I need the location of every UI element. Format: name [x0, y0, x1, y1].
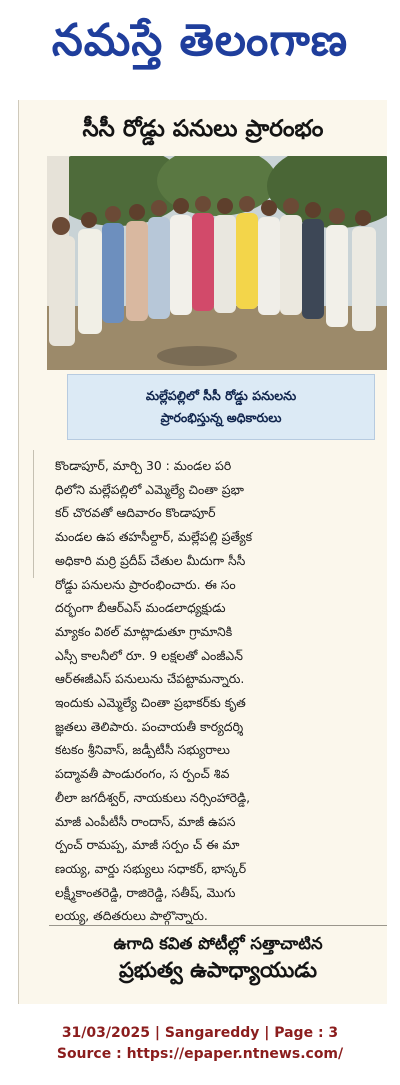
body-line: మండల ఉప తహసీల్దార్, మల్లేపల్లి ప్రత్యేక	[55, 529, 253, 545]
article-photo	[47, 156, 387, 370]
footer-source: Source : https://epaper.ntnews.com/	[56, 1046, 344, 1062]
body-line: మ్యాకం విఠల్ మాట్లాడుతూ గ్రామానికి	[55, 623, 233, 639]
caption-line: మల్లేపల్లిలో సీసీ రోడ్డు పనులను	[145, 388, 297, 403]
body-line: ఆర్ఈజీఎస్ పనులును చేపట్టామన్నారు.	[55, 671, 245, 687]
column-divider	[33, 450, 34, 578]
body-line: రోడ్డు పనులను ప్రారంభించారు. ఈ సం	[55, 576, 236, 592]
body-line: కొండాపూర్, మార్చి 30 : మండల పరి	[55, 458, 232, 473]
body-line: లక్ష్మీకాంతరెడ్డి, రాజిరెడ్డి, సతీష్, మొగు	[55, 884, 236, 900]
body-line: దర్భంగా బీఆర్ఎస్ మండలాధ్యక్షుడు	[55, 600, 226, 616]
body-line: లీలా జగదీశ్వర్, నాయకులు నర్సింహారెడ్డి,	[55, 789, 251, 805]
body-line: ఇందుకు ఎమ్మెల్యే చింతా ప్రభాకర్‌కు కృత	[55, 695, 246, 711]
article-clipping	[18, 100, 387, 1004]
photo-caption	[67, 374, 375, 440]
section-divider	[49, 925, 387, 926]
body-line: కటకం శ్రీనివాస్, జడ్పీటీసీ సభ్యురాలు	[55, 742, 230, 758]
body-line: జ్ఞతలు తెలిపారు. పంచాయతీ కార్యదర్శి	[55, 718, 244, 734]
body-line: ణయ్య, వార్డు సభ్యులు సధాకర్, భాస్కర్	[55, 860, 247, 876]
body-line: మాజీ ఎంపీటీసీ రాందాస్, మాజీ ఉపస	[55, 813, 236, 829]
body-line: అధికారి మర్రి ప్రదీప్ చేతుల మీదుగా సీసీ	[55, 552, 246, 568]
body-line: ఎస్సీ కాలనీలో రూ. 9 లక్షలతో ఎంజీఎన్	[55, 647, 243, 663]
body-line: కర్ చొరవతో ఆదివారం కొండాపూర్	[55, 505, 216, 521]
body-line: పద్మావతీ పాండురంగం, స ర్పంచ్ శివ	[55, 766, 230, 782]
next-article-headline: ప్రభుత్వ ఉపాధ్యాయుడు	[118, 958, 318, 982]
newspaper-masthead	[0, 0, 400, 92]
next-article-kicker: ఉగాది కవిత పోటీల్లో సత్తాచాటిన	[113, 934, 323, 953]
footer-date-edition: 31/03/2025 | Sangareddy | Page : 3	[61, 1025, 339, 1041]
body-line: లయ్య, తదితరులు పాల్గొన్నారు.	[55, 908, 208, 924]
article-headline: సీసీ రోడ్డు పనులు ప్రారంభం	[82, 116, 324, 142]
article-body	[55, 454, 385, 928]
masthead-title: నమస్తే తెలంగాణ	[51, 15, 349, 66]
body-line: ర్పంచ్ రామప్ప, మాజీ సర్పం చ్ ఈ మా	[55, 837, 240, 853]
caption-line: ప్రారంభిస్తున్న అధికారులు	[160, 410, 282, 425]
body-line: ధిలోని మల్లేపల్లిలో ఎమ్మెల్యే చింతా ప్రభా	[55, 481, 244, 497]
